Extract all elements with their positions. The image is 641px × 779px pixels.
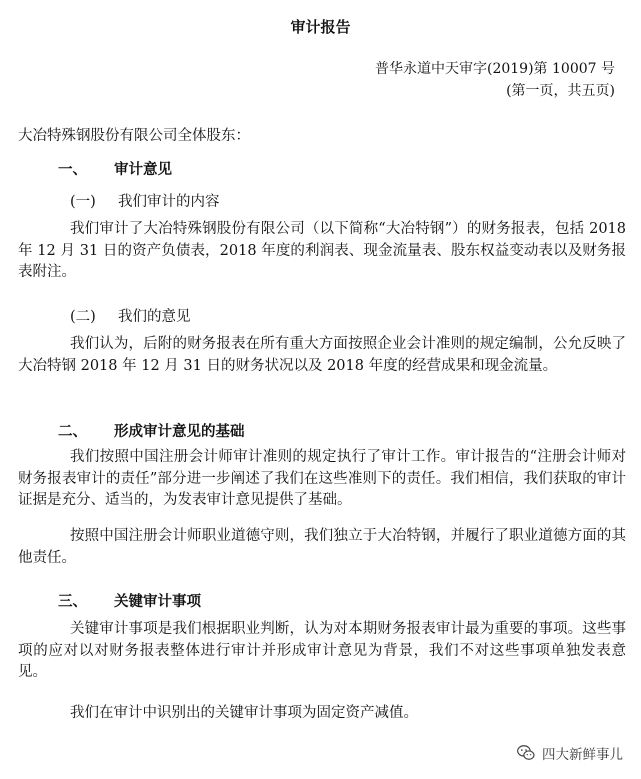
watermark xyxy=(516,743,623,763)
subsection-heading-scope xyxy=(70,190,220,211)
paragraph-opinion: 我们认为，后附的财务报表在所有重大方面按照企业会计准则的规定编制，公允反映了大冶特钢 2018 年 12 月 31 日的财务状况以及 2018 年度的经营成果和现金流量。 xyxy=(18,336,626,374)
subsection-number: (一) xyxy=(70,194,96,210)
addressee: 大冶特殊钢股份有限公司全体股东： xyxy=(18,128,250,144)
paragraph-basis: 我们按照中国注册会计师审计准则的规定执行了审计工作。审计报告的“注册会计师对财务报表审计的责任”部分进一步阐述了我们在这些准则下的责任。我们相信，我们获取的审计证据是充分、适当的，为发表审计意见提供了基础。 xyxy=(18,449,626,508)
section-heading-audit-opinion xyxy=(58,158,172,179)
section-title: 形成审计意见的基础 xyxy=(114,423,245,440)
section-number: 一、 xyxy=(58,161,87,178)
section-title: 审计意见 xyxy=(114,161,172,178)
wechat-icon xyxy=(516,743,536,763)
page-info: (第一页，共五页) xyxy=(506,83,615,99)
section-heading-key-matters xyxy=(58,590,201,611)
section-heading-basis xyxy=(58,420,245,441)
subsection-title: 我们的意见 xyxy=(118,309,191,325)
subsection-title: 我们审计的内容 xyxy=(118,194,220,210)
subsection-number: (二) xyxy=(70,309,96,325)
watermark-text: 四大新鲜事儿 xyxy=(542,747,623,763)
reference-number: 普华永道中天审字(2019)第 10007 号 xyxy=(375,61,615,77)
paragraph-independence: 按照中国注册会计师职业道德守则，我们独立于大冶特钢，并履行了职业道德方面的其他责任。 xyxy=(18,528,626,566)
page-title: 审计报告 xyxy=(290,18,351,36)
section-number: 二、 xyxy=(58,423,87,440)
subsection-heading-opinion xyxy=(70,305,191,326)
paragraph-key-matter-identified: 我们在审计中识别出的关键审计事项为固定资产减值。 xyxy=(70,705,418,721)
section-number: 三、 xyxy=(58,593,87,610)
section-title: 关键审计事项 xyxy=(114,593,201,610)
paragraph-key-matters: 关键审计事项是我们根据职业判断，认为对本期财务报表审计最为重要的事项。这些事项的应对以对财务报表整体进行审计并形成审计意见为背景，我们不对这些事项单独发表意见。 xyxy=(18,621,626,680)
paragraph-scope: 我们审计了大冶特殊钢股份有限公司（以下简称“大冶特钢”）的财务报表，包括 2018 年 12 月 31 日的资产负债表，2018 年度的利润表、现金流量表、股东权益变动表以及财务报表附注。 xyxy=(18,221,626,280)
